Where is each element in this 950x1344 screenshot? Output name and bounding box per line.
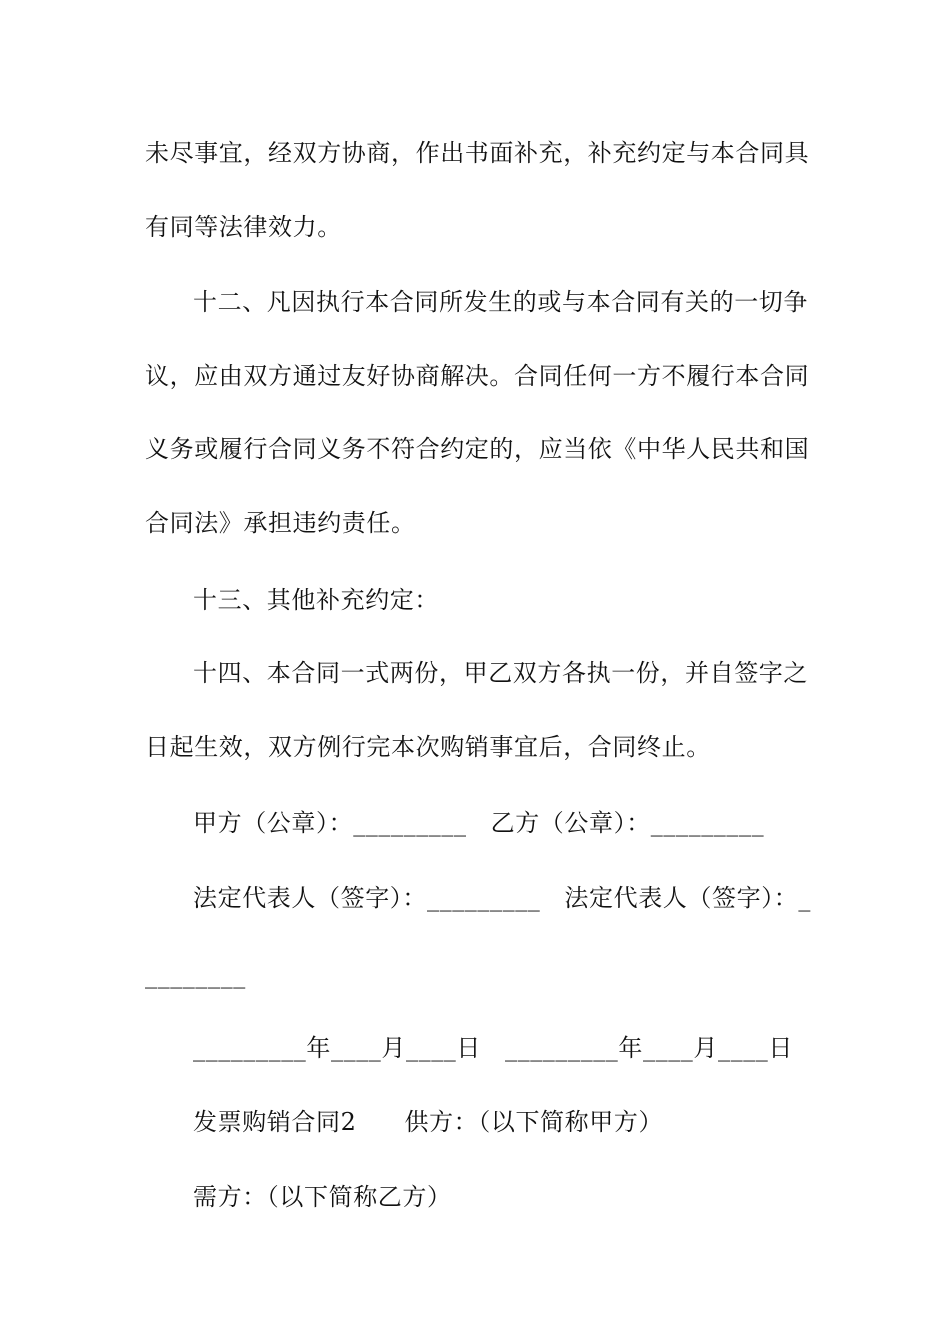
clause-14-line-1: 十四、本合同一式两份，甲乙双方各执一份，并自签字之 [193,659,808,687]
party-b-representative-field: 法定代表人（签字）：_ [564,884,812,912]
supplier-line: 供方：（以下简称甲方） [404,1108,664,1136]
party-a-seal-field: 甲方（公章）：_________ [193,809,467,837]
clause-12-line-1: 十二、凡因执行本合同所发生的或与本合同有关的一切争 [193,288,808,316]
party-a-representative-field: 法定代表人（签字）：_________ [193,884,541,912]
seal-line [193,807,863,839]
representative-line [193,882,863,914]
representative-line-continued: ________ [145,961,246,989]
clause-13: 十三、其他补充约定： [193,586,439,614]
date-line [193,1032,863,1064]
buyer-line: 需方：（以下简称乙方） [193,1183,452,1211]
party-a-date-field: _________年____月____日 [193,1034,481,1062]
party-b-date-field: _________年____月____日 [505,1034,793,1062]
clause-14-line-2: 日起生效，双方例行完本次购销事宜后，合同终止。 [145,733,711,761]
clause-11-line-2: 未尽事宜，经双方协商，作出书面补充，补充约定与本合同具 [145,139,810,167]
party-b-seal-field: 乙方（公章）：_________ [490,809,765,837]
next-contract-title: 发票购销合同2 [193,1108,357,1136]
clause-12-line-4: 合同法》承担违约责任。 [145,509,416,537]
clause-12-line-2: 议，应由双方通过友好协商解决。合同任何一方不履行本合同 [145,362,810,390]
clause-11-line-3: 有同等法律效力。 [145,213,342,241]
clause-12-line-3: 义务或履行合同义务不符合约定的，应当依《中华人民共和国 [145,435,810,463]
next-contract-header [193,1106,863,1138]
